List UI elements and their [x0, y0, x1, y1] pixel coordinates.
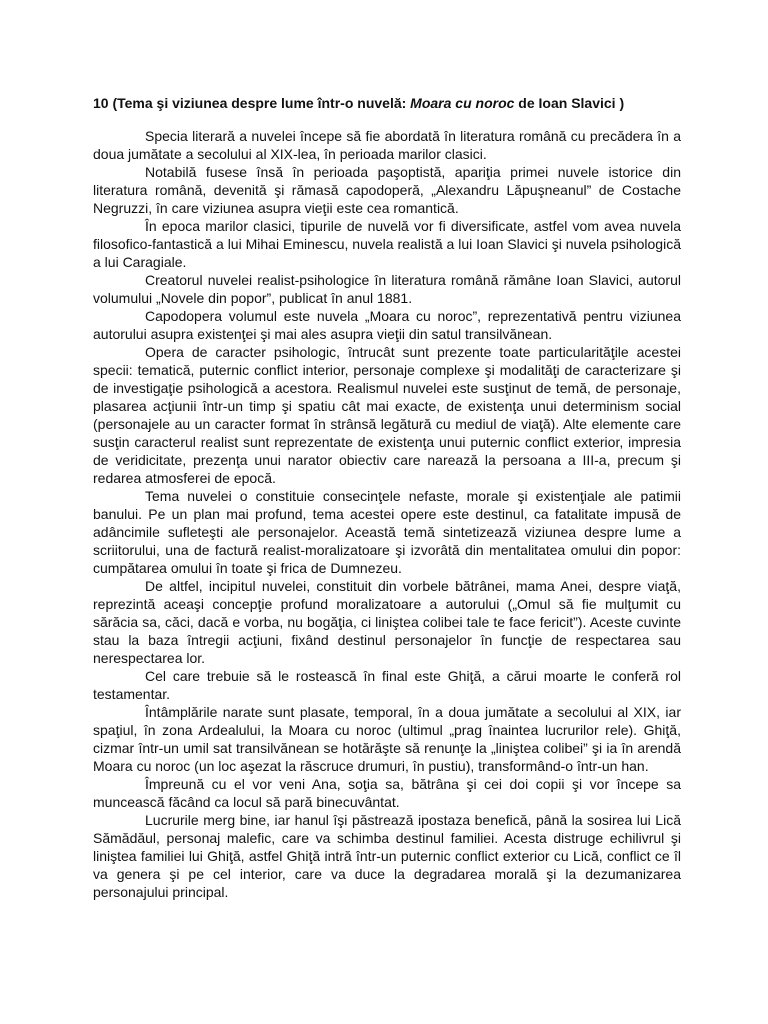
paragraph: Tema nuvelei o constituie consecinţele nefaste, morale şi existenţiale ale patimii banului. Pe un plan mai profund, tema acestei opere este destinul, ca fatalitate impusă de adâncimile sufleteşti ale personajelor. Această temă sintetizează viziunea despre lume a scriitorului, una de factură realist-moralizatoare şi izvorâtă din mentalitatea omului din popor: cumpătarea omului în toate şi frica de Dumnezeu.: [93, 488, 681, 576]
paragraph: Lucrurile merg bine, iar hanul îşi păstrează ipostaza benefică, până la sosirea lui Lică Sămădăul, personaj malefic, care va schimba destinul familiei. Acesta distruge echilivrul şi liniştea familiei lui Ghiţă, astfel Ghiţă intră într-un puternic conflict exterior cu Lică, conflict ce îl va genera şi pe cel interior, care va duce la degradarea morală şi la dezumanizarea personajului principal.: [93, 812, 681, 900]
paragraph: Împreună cu el vor veni Ana, soţia sa, bătrâna şi cei doi copii şi vor începe sa muncească făcând ca locul să pară binecuvântat.: [93, 776, 681, 810]
paragraph: Opera de caracter psihologic, întrucât sunt prezente toate particularităţile acestei specii: tematică, puternic conflict interior, personaje complexe şi modalităţi de caracterizare şi de investigaţie psihologică a acestora. Realismul nuvelei este susţinut de temă, de personaje, plasarea acţiunii într-un timp şi spatiu cât mai exacte, de existenţa unui determinism social (personajele au un caracter format în strânsă legătură cu mediul de viaţă). Alte elemente care susţin caracterul realist sunt reprezentate de existenţa unui puternic conflict exterior, impresia de veridicitate, prezenţa unui narator obiectiv care narează la persoana a III-a, precum şi redarea atmosferei de epocă.: [93, 344, 681, 486]
paragraph: Creatorul nuvelei realist-psihologice în literatura română rămâne Ioan Slavici, autorul volumului „Novele din popor”, publicat în anul 1881.: [93, 272, 681, 306]
title-prefix: 10 (Tema şi viziunea despre lume într-o nuvelă:: [93, 95, 411, 111]
title-suffix: de Ioan Slavici ): [514, 95, 625, 111]
paragraph: Întâmplările narate sunt plasate, temporal, în a doua jumătate a secolului al XIX, iar spaţiul, în zona Ardealului, la Moara cu noroc (ultimul „prag înaintea lucrurilor rele). Ghiţă, cizmar într-un umil sat transilvănean se hotărăşte să renunţe la „liniştea colibei” şi ia în arendă Moara cu noroc (un loc aşezat la răscruce drumuri, în pustiu), transformând-o într-un han.: [93, 704, 681, 774]
paragraph: Capodopera volumul este nuvela „Moara cu noroc”, reprezentativă pentru viziunea autorului asupra existenţei şi mai ales asupra vieţii din satul transilvănean.: [93, 308, 681, 342]
title-work: Moara cu noroc: [410, 95, 515, 111]
paragraph: Cel care trebuie să le rostească în final este Ghiţă, a cărui moarte le conferă rol testamentar.: [93, 668, 681, 702]
paragraph: În epoca marilor clasici, tipurile de nuvelă vor fi diversificate, astfel vom avea nuvela filosofico-fantastică a lui Mihai Eminescu, nuvela realistă a lui Ioan Slavici şi nuvela psihologică a lui Caragiale.: [93, 218, 681, 270]
paragraph: Notabilă fusese însă în perioada paşoptistă, apariţia primei nuvele istorice din literatura română, devenită şi rămasă capodoperă, „Alexandru Lăpuşneanul” de Costache Negruzzi, în care viziunea asupra vieţii este cea romantică.: [93, 164, 681, 216]
document-body: [93, 127, 681, 901]
paragraph: Specia literară a nuvelei începe să fie abordată în literatura română cu precădera în a doua jumătate a secolului al XIX-lea, în perioada marilor clasici.: [93, 128, 681, 162]
document-title: [93, 95, 624, 111]
paragraph: De altfel, incipitul nuvelei, constituit din vorbele bătrânei, mama Anei, despre viaţă, reprezintă aceaşi concepţie profund moralizatoare a autorului („Omul să fie mulţumit cu sărăcia sa, căci, dacă e vorba, nu bogăţia, ci liniştea colibei tale te face fericit”). Aceste cuvinte stau la baza întregii acţiuni, fixând destinul personajelor în funcţie de respectarea sau nerespectarea lor.: [93, 578, 681, 666]
